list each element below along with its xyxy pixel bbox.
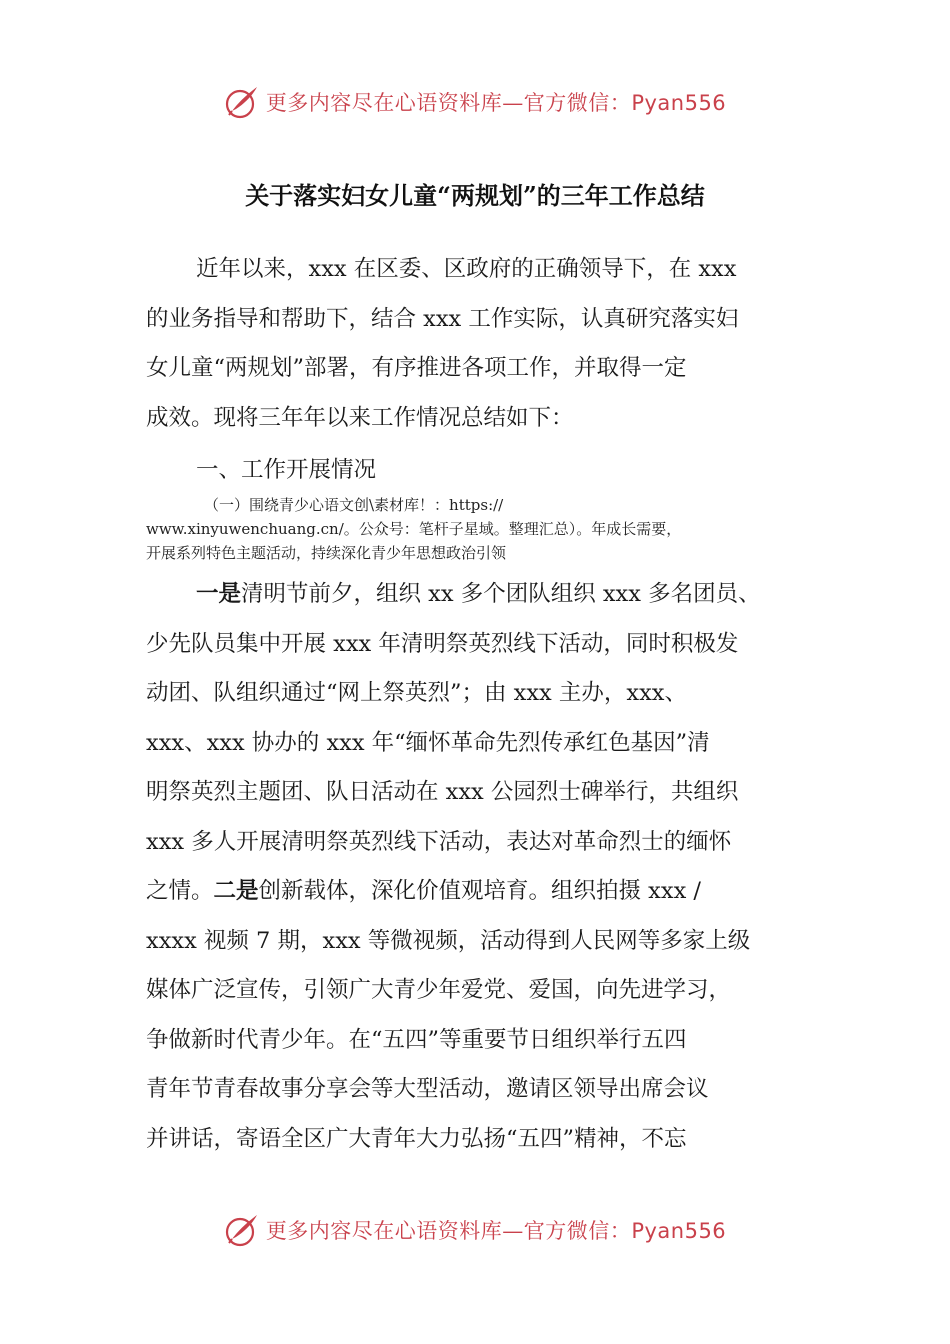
wechat-id: Pyan556 [631, 91, 727, 115]
quill-logo-icon [224, 1212, 260, 1248]
text-line: xxx、xxx 协办的 xxx 年“缅怀革命先烈传承红色基因”清 [146, 729, 710, 756]
text-line: 近年以来，xxx 在区委、区政府的正确领导下，在 xxx [196, 256, 737, 282]
subsection-heading [146, 493, 810, 565]
text-line: 媒体广泛宣传，引领广大青少年爱党、爱国，向先进学习， [146, 977, 732, 1003]
text-line: 动团、队组织通过“网上祭英烈”；由 xxx 主办，xxx、 [146, 680, 687, 706]
body-paragraph [146, 570, 806, 1164]
bold-lead: 二是 [213, 878, 259, 904]
text-line: www.xinyuwenchuang.cn/。公众号：笔杆子星域。整理汇总）。年成长需要， [146, 520, 682, 538]
bold-lead: 一是 [196, 581, 242, 607]
text-line: 女儿童“两规划”部署，有序推进各项工作，并取得一定 [146, 355, 687, 381]
text-line: 明祭英烈主题团、队日活动在 xxx 公园烈士碑举行，共组织 [146, 779, 739, 805]
banner-text: 更多内容尽在心语资料库—官方微信：Pyan556 [265, 91, 727, 115]
text-line: xxxx 视频 7 期，xxx 等微视频，活动得到人民网等多家上级 [146, 927, 751, 954]
text-line: 一是清明节前夕，组织 xx 多个团队组织 xxx 多名团员、 [196, 581, 761, 607]
quill-logo-icon [224, 84, 260, 120]
text-line: （一）围绕青少心语文创\素材库！：https:// [204, 496, 504, 514]
text-line: 青年节青春故事分享会等大型活动，邀请区领导出席会议 [146, 1076, 709, 1102]
footer-banner [0, 1208, 950, 1252]
document-title: 关于落实妇女儿童“两规划”的三年工作总结 [245, 181, 705, 210]
text-line: 开展系列特色主题活动，持续深化青少年思想政治引领 [146, 544, 507, 562]
section-heading: 一、工作开展情况 [196, 457, 377, 483]
text-line: 争做新时代青少年。在“五四”等重要节日组织举行五四 [146, 1026, 687, 1053]
wechat-id: Pyan556 [631, 1219, 727, 1243]
banner-text: 更多内容尽在心语资料库—官方微信：Pyan556 [265, 1219, 727, 1243]
text-line: 之情。二是创新载体，深化价值观培育。组织拍摄 xxx / [146, 878, 701, 904]
intro-paragraph [146, 245, 806, 443]
text-line: 并讲话，寄语全区广大青年大力弘扬“五四”精神，不忘 [146, 1125, 687, 1152]
text-line: 少先队员集中开展 xxx 年清明祭英烈线下活动，同时积极发 [146, 630, 739, 657]
text-line: xxx 多人开展清明祭英烈线下活动，表达对革命烈士的缅怀 [146, 828, 732, 855]
header-banner [0, 80, 950, 124]
text-line: 成效。现将三年年以来工作情况总结如下： [146, 404, 574, 431]
text-line: 的业务指导和帮助下，结合 xxx 工作实际，认真研究落实妇 [146, 305, 739, 332]
